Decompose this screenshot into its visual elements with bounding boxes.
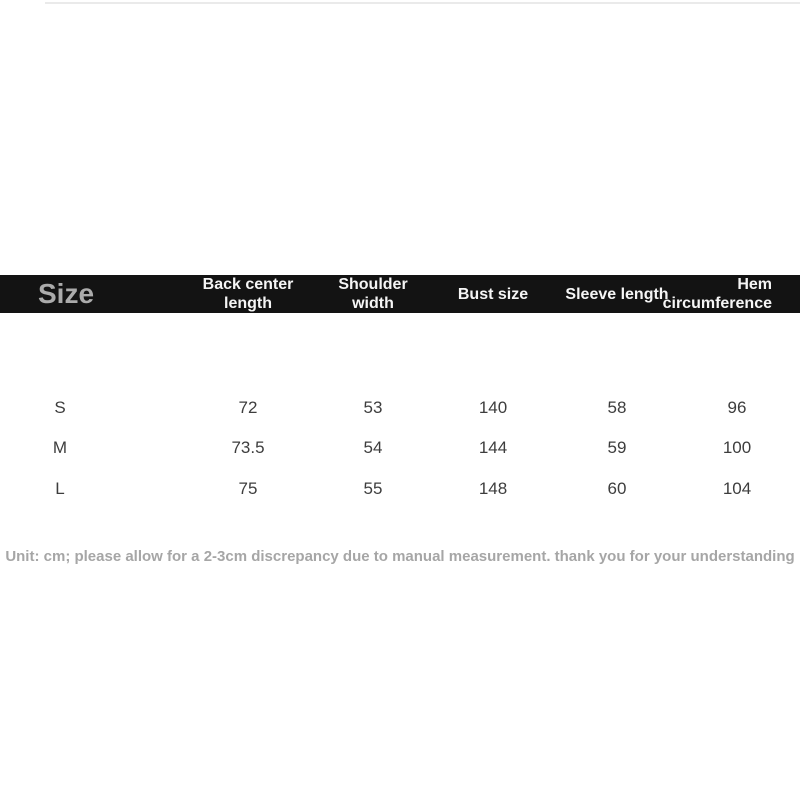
shoulder-width-value: 53: [363, 398, 383, 417]
column-header-line: Bust size: [457, 285, 529, 303]
column-header-line: Sleeve length: [565, 285, 669, 303]
back-center-length-value: 72: [238, 398, 258, 417]
column-header-back-center-length: [188, 275, 308, 313]
sleeve-length-value: 60: [607, 479, 627, 498]
table-row-m: [0, 436, 800, 460]
sleeve-length-value: 59: [607, 438, 627, 457]
sleeve-length-value: 58: [607, 398, 627, 417]
measurement-note: Unit: cm; please allow for a 2-3cm discrepancy due to manual measurement. thank you for your understanding: [5, 548, 795, 565]
table-row-s: [0, 396, 800, 420]
divider: [45, 2, 800, 4]
back-center-length-value: 75: [238, 479, 258, 498]
column-header-line: circumference: [662, 295, 772, 312]
size-column-header: Size: [38, 278, 95, 309]
column-header-line: width: [352, 295, 394, 312]
bust-size-value: 144: [478, 438, 508, 457]
shoulder-width-value: 55: [363, 479, 383, 498]
back-center-length-value: 73.5: [231, 438, 265, 457]
size-value: M: [52, 438, 68, 457]
column-header-line: Back center: [202, 276, 294, 293]
shoulder-width-value: 54: [363, 438, 383, 457]
hem-circumference-value: 100: [722, 438, 752, 457]
hem-circumference-value: 104: [722, 479, 752, 498]
column-header-hem-circumference: [622, 275, 772, 313]
column-header-line: length: [224, 295, 272, 312]
size-value: L: [55, 479, 65, 498]
bust-size-value: 140: [478, 398, 508, 417]
size-value: S: [54, 398, 66, 417]
column-header-shoulder-width: [313, 275, 433, 313]
column-header-bust-size: [433, 275, 553, 313]
table-row-l: [0, 477, 800, 501]
column-header-line: Hem: [737, 276, 772, 293]
bust-size-value: 148: [478, 479, 508, 498]
column-header-line: Shoulder: [338, 276, 408, 293]
hem-circumference-value: 96: [727, 398, 747, 417]
